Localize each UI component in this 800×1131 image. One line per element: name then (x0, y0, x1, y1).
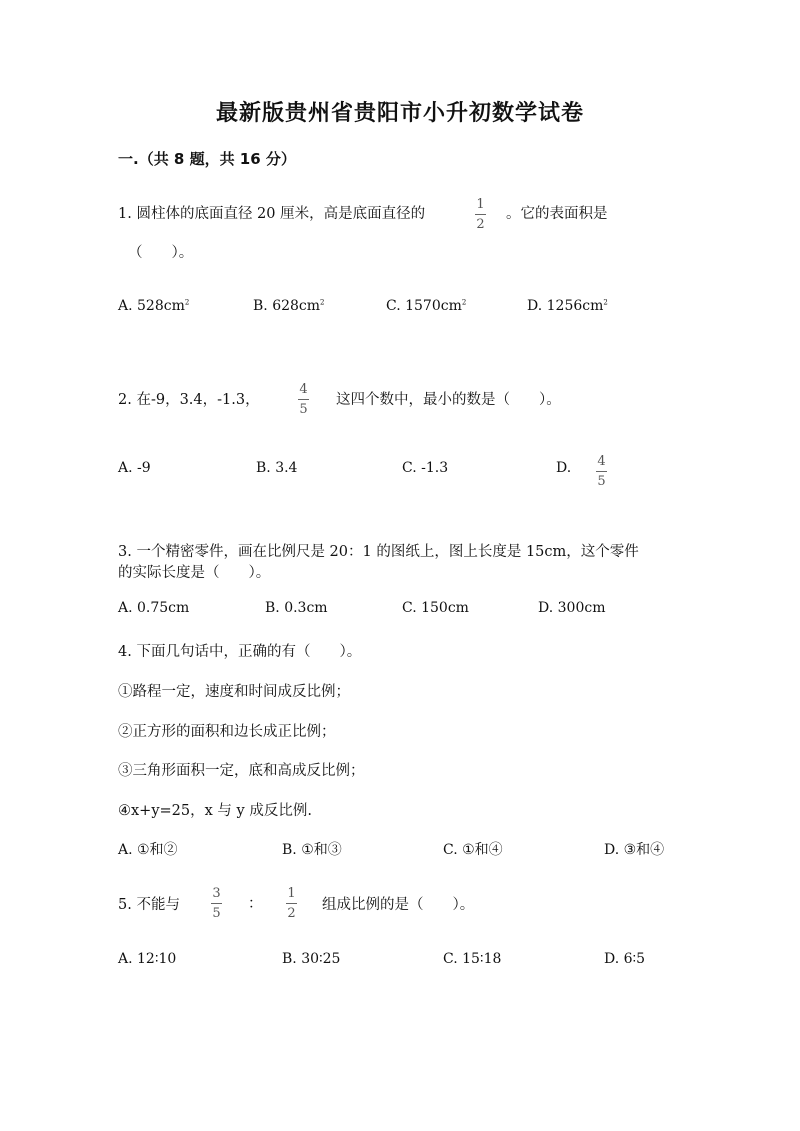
question-1-text: 1. 圆柱体的底面直径 20 厘米，高是底面直径的 (118, 206, 426, 222)
question-3-option-d[interactable]: D. 300cm (538, 600, 606, 616)
page-title: 最新版贵州省贵阳市小升初数学试卷 (215, 101, 584, 126)
question-4-statement-3: ③三角形面积一定，底和高成反比例； (118, 763, 365, 779)
question-2-option-b[interactable]: B. 3.4 (256, 460, 298, 476)
question-1-fraction (475, 198, 486, 231)
question-1-option-a[interactable]: A. $528cm^2$ (118, 298, 190, 314)
question-1-blank: （ ）。 (128, 245, 194, 261)
question-4-statement-2: ②正方形的面积和边长成正比例； (118, 724, 336, 740)
unit-superscript: 2 (184, 298, 190, 307)
question-5-text: 5. 不能与 (118, 897, 180, 913)
fraction-numerator: 1 (476, 197, 485, 212)
question-4-option-b[interactable]: B. ①和③ (282, 842, 342, 858)
question-5-option-c[interactable]: C. 15∶18 (443, 951, 502, 967)
question-5-text-cont: 组成比例的是（ ）。 (322, 897, 475, 913)
question-5-fraction-1 (211, 887, 222, 920)
question-1-option-c[interactable]: C. $1570cm^2$ (386, 298, 467, 314)
question-4-option-c[interactable]: C. ①和④ (443, 842, 503, 858)
fraction-denominator: 5 (299, 402, 308, 417)
question-2-option-d[interactable]: D. (556, 460, 572, 476)
fraction-bar (211, 903, 222, 904)
question-2-option-a[interactable]: A. -9 (118, 460, 151, 476)
question-1-option-d[interactable]: D. $1256cm^2$ (527, 298, 608, 314)
question-4-statement-1: ①路程一定，速度和时间成反比例； (118, 684, 350, 700)
question-4-stem: 4. 下面几句话中，正确的有（ ）。 (118, 644, 362, 660)
fraction-bar (596, 471, 607, 472)
section-header: 一.（共 8 题，共 16 分） (118, 150, 296, 168)
fraction-denominator: 5 (212, 906, 221, 921)
fraction-bar (298, 399, 309, 400)
unit-superscript: 2 (320, 298, 325, 307)
question-5-colon: ： (248, 896, 263, 912)
fraction-bar (475, 214, 486, 215)
question-2-text-cont: 这四个数中，最小的数是（ ）。 (336, 392, 561, 408)
fraction-numerator: 1 (287, 886, 296, 901)
question-5-fraction-2 (286, 887, 297, 920)
question-5-option-a[interactable]: A. 12∶10 (118, 951, 177, 967)
fraction-denominator: 2 (476, 217, 485, 232)
question-5-option-b[interactable]: B. 30∶25 (282, 951, 341, 967)
question-2-fraction (298, 383, 309, 416)
unit-superscript: 2 (461, 298, 467, 307)
question-4-statement-4: ④x+y=25，x 与 y 成反比例. (118, 803, 312, 819)
fraction-bar (286, 903, 297, 904)
unit-superscript: 2 (603, 298, 608, 307)
question-1-text-cont: 。它的表面积是 (506, 206, 608, 222)
question-3-option-a[interactable]: A. 0.75cm (118, 600, 190, 616)
question-1-option-b[interactable]: B. $628cm^2$ (253, 298, 325, 314)
fraction-denominator: 2 (287, 906, 296, 921)
fraction-denominator: 5 (597, 474, 606, 489)
fraction-numerator: 4 (299, 382, 308, 397)
question-3-option-c[interactable]: C. 150cm (402, 600, 469, 616)
question-2-text: 2. 在-9，3.4，-1.3， (118, 392, 260, 408)
question-2-option-d-fraction (596, 455, 607, 488)
question-3-line-1: 3. 一个精密零件，画在比例尺是 20：1 的图纸上，图上长度是 15cm，这个零件 (118, 544, 639, 560)
question-3-line-2: 的实际长度是（ ）。 (118, 565, 271, 581)
question-4-option-a[interactable]: A. ①和② (118, 842, 178, 858)
question-2-option-c[interactable]: C. -1.3 (402, 460, 449, 476)
fraction-numerator: 4 (597, 454, 606, 469)
question-3-option-b[interactable]: B. 0.3cm (265, 600, 328, 616)
question-5-option-d[interactable]: D. 6∶5 (604, 951, 646, 967)
fraction-numerator: 3 (212, 886, 221, 901)
question-4-option-d[interactable]: D. ③和④ (604, 842, 665, 858)
